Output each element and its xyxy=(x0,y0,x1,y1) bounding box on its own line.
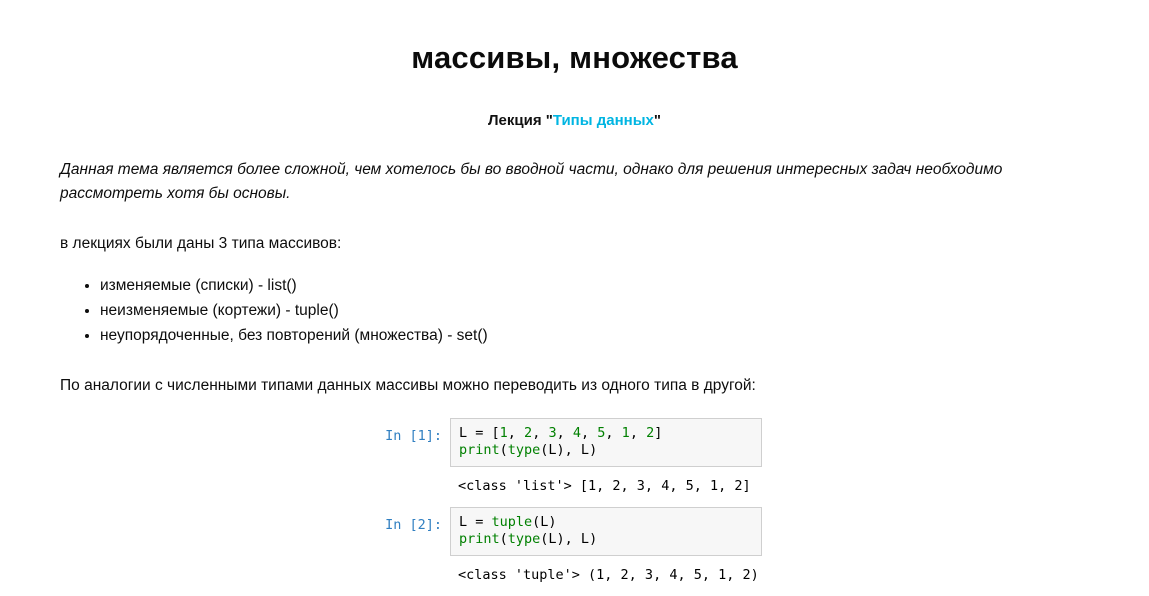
code-editor-2[interactable] xyxy=(450,507,762,556)
code-function: tuple xyxy=(491,514,533,530)
code-punct: , xyxy=(629,425,647,441)
code-cells xyxy=(60,418,1089,596)
code-punct: , xyxy=(507,425,525,441)
code-number: 4 xyxy=(572,425,581,441)
code-cell-1 xyxy=(60,418,1089,467)
code-function: print xyxy=(459,531,500,547)
subtitle-suffix: " xyxy=(653,112,661,129)
code-text: ( xyxy=(499,531,508,547)
code-punct: , xyxy=(605,425,622,441)
code-text: L = [ xyxy=(459,425,500,441)
list-item: • неизменяемые (кортежи) - tuple() xyxy=(100,298,1089,323)
subtitle-prefix: Лекция " xyxy=(488,112,553,129)
cell-prompt-1: In [1]: xyxy=(385,428,442,444)
list-item: • неупорядоченные, без повторений (множества) - set() xyxy=(100,323,1089,348)
code-text: (L), L) xyxy=(540,531,598,547)
code-function: type xyxy=(507,531,541,547)
array-types-list xyxy=(60,273,1089,348)
code-function: type xyxy=(507,442,541,458)
code-number: 5 xyxy=(597,425,606,441)
cell-prompt-2: In [2]: xyxy=(385,517,442,533)
intro-paragraph: Данная тема является более сложной, чем хотелось бы во вводной части, однако для решения интересных задач необходимо рассмотреть хотя бы основы. xyxy=(60,161,1003,202)
code-editor-1[interactable] xyxy=(450,418,762,467)
paragraph-2: По аналогии с численными типами данных массивы можно переводить из одного типа в другой: xyxy=(60,377,756,394)
code-number: 1 xyxy=(499,425,508,441)
cell-output-2: <class 'tuple'> (1, 2, 3, 4, 5, 1, 2) xyxy=(458,567,759,583)
code-punct: , xyxy=(581,425,598,441)
code-number: 3 xyxy=(548,425,557,441)
code-punct: , xyxy=(556,425,573,441)
code-text: (L) xyxy=(532,514,557,530)
code-number: 2 xyxy=(524,425,533,441)
lecture-link[interactable]: Типы данных xyxy=(552,112,654,129)
code-number: 1 xyxy=(621,425,630,441)
list-item: • изменяемые (списки) - list() xyxy=(100,273,1089,298)
code-number: 2 xyxy=(646,425,655,441)
code-text: L = xyxy=(459,514,492,530)
cell-output-1: <class 'list'> [1, 2, 3, 4, 5, 1, 2] xyxy=(458,478,751,494)
page-title: массивы, множества xyxy=(411,40,738,75)
code-punct: , xyxy=(532,425,549,441)
paragraph-1: в лекциях были даны 3 типа массивов: xyxy=(60,235,342,252)
code-text: (L), L) xyxy=(540,442,598,458)
code-function: print xyxy=(459,442,500,458)
code-cell-2 xyxy=(60,507,1089,556)
code-text: ] xyxy=(654,425,663,441)
code-text: ( xyxy=(499,442,508,458)
lecture-subtitle xyxy=(60,112,1089,129)
